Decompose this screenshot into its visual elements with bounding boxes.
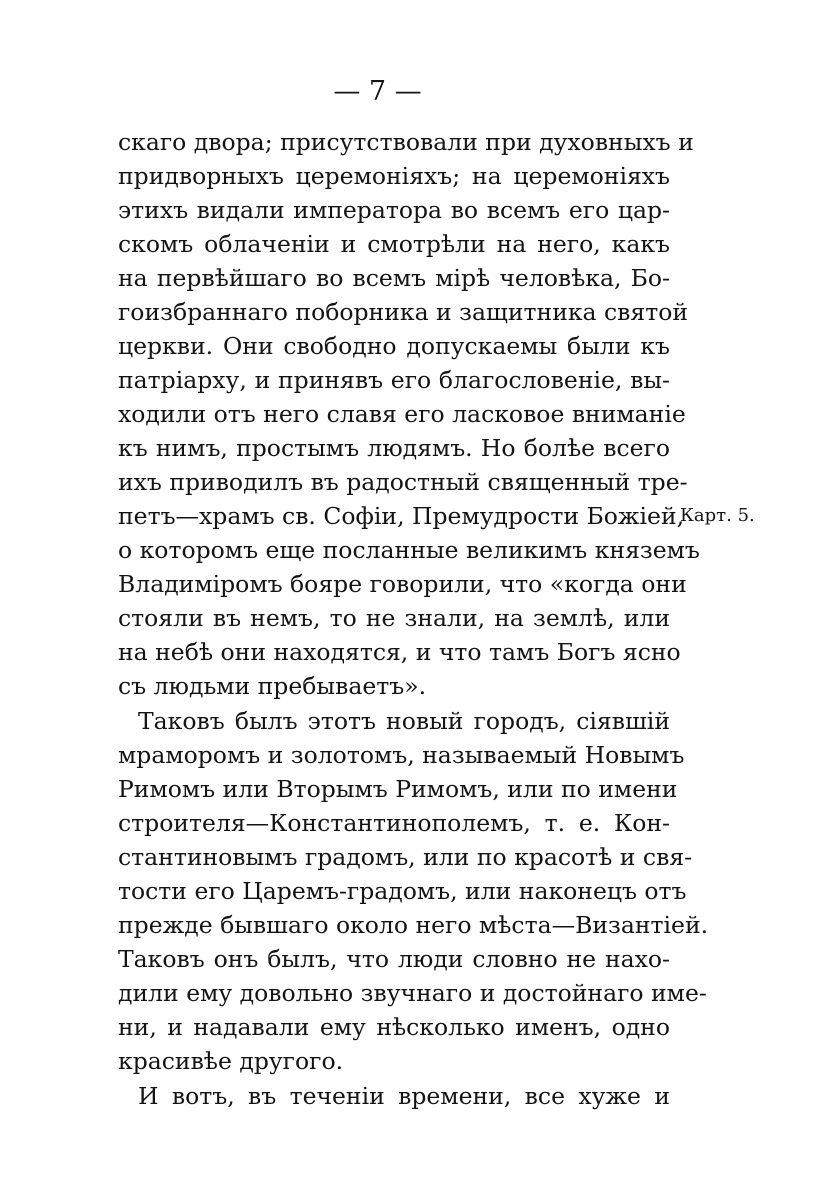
text-line: Таковъ онъ былъ, что люди словно не нахо-	[118, 945, 670, 973]
text-line: Таковъ былъ этотъ новый городъ, сіявшій	[138, 707, 670, 735]
text-line: мраморомъ и золотомъ, называемый Новымъ	[118, 741, 685, 769]
text-line: на небѣ они находятся, и что тамъ Богъ ясно	[118, 638, 681, 666]
text-line: къ нимъ, простымъ людямъ. Но болѣе всего	[118, 434, 670, 462]
paragraph	[118, 1079, 670, 1113]
text-line: Владиміромъ бояре говорили, что «когда они	[118, 570, 687, 598]
text-line: Римомъ или Вторымъ Римомъ, или по имени	[118, 775, 678, 803]
margin-note: Карт. 5.	[680, 505, 755, 526]
text-line: ихъ приводилъ въ радостный священный тре-	[118, 468, 688, 496]
text-line: придворныхъ церемоніяхъ; на церемоніяхъ	[118, 162, 670, 190]
text-line: красивѣе другого.	[118, 1047, 344, 1075]
text-line: петъ—храмъ св. Софіи, Премудрости Божіей,	[118, 502, 685, 530]
text-line: дили ему довольно звучнаго и достойнаго име-	[118, 979, 707, 1007]
text-line: скаго двора; присутствовали при духовныхъ и	[118, 128, 694, 156]
text-line: о которомъ еще посланные великимъ княземъ	[118, 536, 700, 564]
text-line: церкви. Они свободно допускаемы были къ	[118, 332, 670, 360]
text-line: прежде бывшаго около него мѣста—Византіей.	[118, 911, 709, 939]
text-line: патріарху, и принявъ его благословеніе, вы-	[118, 366, 670, 394]
text-line: тости его Царемъ-градомъ, или наконецъ отъ	[118, 877, 687, 905]
text-line: скомъ облаченіи и смотрѣли на него, какъ	[118, 230, 670, 258]
text-line: на первѣйшаго во всемъ мірѣ человѣка, Бо-	[118, 264, 670, 292]
text-line: стантиновымъ градомъ, или по красотѣ и свя-	[118, 843, 693, 871]
text-line: стояли въ немъ, то не знали, на землѣ, или	[118, 604, 670, 632]
page-number: — 7 —	[333, 76, 422, 107]
paragraph	[118, 704, 709, 1078]
text-line: этихъ видали императора во всемъ его цар-	[118, 196, 670, 224]
text-line: И вотъ, въ теченіи времени, все хуже и	[138, 1082, 670, 1110]
text-line: ни, и надавали ему нѣсколько именъ, одно	[118, 1013, 670, 1041]
text-line: ходили отъ него славя его ласковое вниманіе	[118, 400, 686, 428]
paragraph	[118, 125, 700, 703]
text-line: съ людьми пребываетъ».	[118, 672, 427, 700]
text-line: строителя—Константинополемъ, т. е. Кон-	[118, 809, 670, 837]
text-line: гоизбраннаго поборника и защитника святой	[118, 298, 689, 326]
body-text	[118, 125, 709, 1113]
